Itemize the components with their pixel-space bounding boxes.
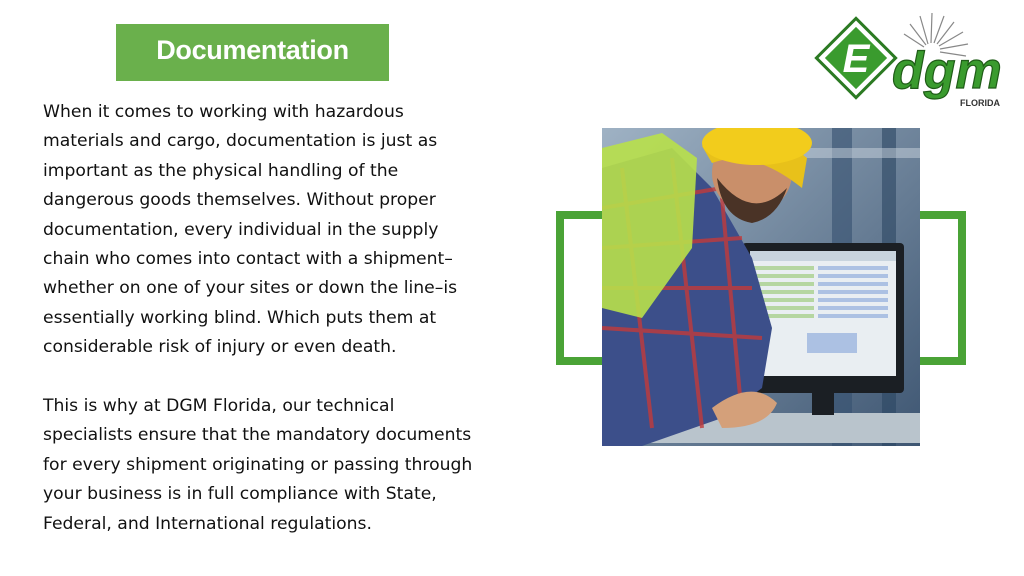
text-line: chain who comes into contact with a shipment– [43,249,453,270]
worker-at-computer-photo [602,128,920,446]
title-banner [116,24,389,81]
text-line: whether on one of your sites or down the line–is [43,278,458,299]
text-line: Federal, and International regulations. [43,513,372,534]
text-line: documentation, every individual in the supply [43,219,439,240]
text-line: materials and cargo, documentation is just as [43,131,438,152]
dgm-florida-logo [808,10,1018,110]
text-line: considerable risk of injury or even death. [43,337,397,358]
diamond-e-emblem [816,18,895,97]
paragraph-hazmat-intro [43,98,513,363]
svg-text:E: E [842,37,870,81]
text-line: for every shipment originating or passing through [43,454,473,475]
text-line: your business is in full compliance with State, [43,484,437,505]
text-line: specialists ensure that the mandatory documents [43,425,472,446]
paragraph-dgm-compliance [43,392,513,539]
page-title: Documentation [156,35,349,65]
text-line: essentially working blind. Which puts them at [43,307,437,328]
text-line: important as the physical handling of the [43,160,399,181]
logo-subtext: FLORIDA [960,98,1000,108]
text-line: When it comes to working with hazardous [43,102,404,122]
text-line: This is why at DGM Florida, our technical [43,396,395,416]
text-line: dangerous goods themselves. Without proper [43,190,436,211]
logo-wordmark: dgm [892,42,1002,100]
